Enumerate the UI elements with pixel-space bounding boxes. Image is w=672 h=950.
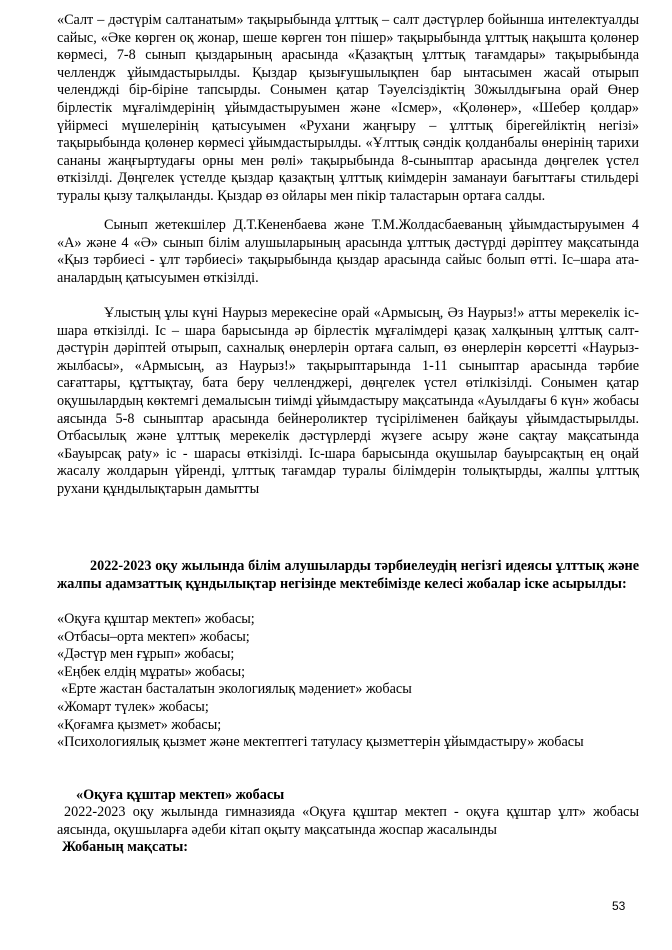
body-paragraph: Ұлыстың ұлы күні Наурыз мерекесіне орай «Армысың, Әз Наурыз!» атты мерекелік іс-шара өткізілді. Іс – шара барысында әр бірлестік мұғалімдері қазақ халқының ұлттық салт-дәстүрін дәріптей отырып, сахналық өнерлерін ортаға салып, өз өнерлерін көрсетті «Наурыз-жылбасы», «Армысың, аз Наурыз!» тақырыптарында 1-11 сыныптар арасында тәрбие сағаттары, құттықтау, бата беру челленджері, дөңгелек үстел өтілкізілді. Сонымен қатар оқушылардың көктемгі демалысын тиімді ұйымдастыру мақсатында «Ауылдағы 6 күн» жобасы аясында 5-8 сыныптар арасында бейнероликтер түсіріліменен байқауы ұйымдастырылды. Отбасылық және ұлттық мерекелік дәстүрлерді жүзеге асыру және сақтау мақсатында «Бауырсақ раtу» іс - шарасы өткізілді. Іс-шара барысында оқушылар бауырсақтың ең оңай жасалу жолдарын үйренді, ұлттық тағамдар туралы білімдерін толықтырды, жалпы ұлттық рухани құндылықтарын дамытты <box>57 305 639 497</box>
list-item: «Ерте жастан басталатын экологиялық мәдениет» жобасы <box>61 681 412 698</box>
page-number: 53 <box>612 899 626 913</box>
list-item: «Отбасы–орта мектеп» жобасы; <box>57 628 250 645</box>
list-item: «Қоғамға қызмет» жобасы; <box>57 716 222 733</box>
paragraph-block-2 <box>57 217 639 287</box>
goal-label: Жобаның мақсаты: <box>62 839 189 855</box>
subheading: «Оқуға құштар мектеп» жобасы <box>76 787 285 803</box>
list-item: «Еңбек елдің мұраты» жобасы; <box>57 663 246 680</box>
list-item: «Жомарт түлек» жобасы; <box>57 698 209 715</box>
body-paragraph: 2022-2023 оқу жылында гимназияда «Оқуға құштар мектеп - оқуға құштар ұлт» жобасы аясында, оқушыларға әдеби кітап оқыту мақсатында жоспар жасалынды <box>57 804 639 838</box>
body-paragraph: «Салт – дәстүрім салтанатым» тақырыбында ұлттық – салт дәстүрлер бойынша интелектуалды сайыс, «Әке көрген оқ жонар, шеше көрген тон пішер» тақырыбында ұлттық нақышта қолөнер көрмесі, 7-8 сынып қыздарының арасында «Қазақтың ұлттық тағамдары» тақырыбында челлендж ұйымдастырылды. Қыздар қызығушылықпен бар ынтасымен жасай отырып челенджді бір-біріне тапсырды. Сонымен қатар Тәуелсіздіктің 30жылдығына орай Өнер бірлестік мұғалімдерінің ұйымдастыруымен және «Ісмер», «Қолөнер», «Шебер қолдар» үйірмесі мүшелерінің қатысуымен «Рухани жаңғыру – ұлттық бірегейліктің негізі» тақырыбында қолөнер көрмесі ұйымдастырылды. «Ұлттық сәндік қолданбалы өнерінің тарихи сананы жаңғыртудағы орны мен рөлі» тақырыбында 8-сыныптар арасында дөңгелек үстел өткізілді. Дөңгелек үстелде қыздар қазақтың ұлттық киімдерін заманауи бағыттағы стильдері туралы қызу талқыланды. Қыздар өз ойлары мен пікір таластарын ортаға салды. <box>57 12 639 204</box>
list-item: «Оқуға құштар мектеп» жобасы; <box>57 611 255 627</box>
paragraph-block-1 <box>57 12 639 206</box>
paragraph-block-3 <box>57 305 639 499</box>
list-item: «Психологиялық қызмет және мектептегі татуласу қызметтерін ұйымдастыру» жобасы <box>57 734 584 751</box>
project-list <box>57 611 639 752</box>
list-item: «Дәстүр мен ғұрып» жобасы; <box>57 646 235 663</box>
section-heading: 2022-2023 оқу жылында білім алушыларды тәрбиелеудің негізгі идеясы ұлттық және жалпы адамзаттық құндылықтар негізінде мектебімізде келесі жобалар іске асырылды: <box>57 558 639 592</box>
body-paragraph: Сынып жетекшілер Д.Т.Кененбаева және Т.М.Жолдасбаеваның ұйымдастыруымен 4 «А» және 4 «Ә» сынып білім алушыларының арасында ұлттық дәстүрді дәріптеу мақсатында «Қыз тәрбиесі - ұлт тәрбиесі» тақырыбында қыздар арасында сайыс болып өтті. Іс–шара ата-аналардың қатысуымен өткізілді. <box>57 217 639 286</box>
